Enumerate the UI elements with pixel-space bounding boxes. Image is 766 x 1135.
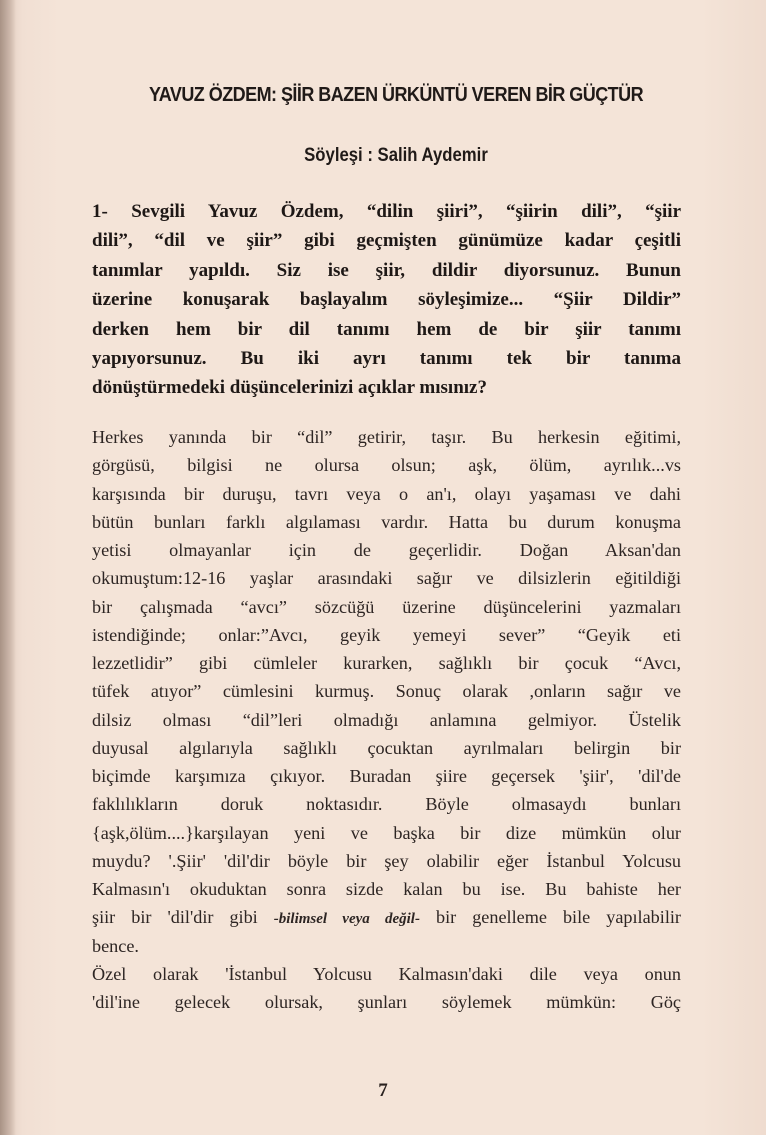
answer-text: bir genelleme bile yapılabilir <box>419 907 681 928</box>
page-spine-shadow <box>0 0 16 1135</box>
page-number: 7 <box>378 1080 388 1101</box>
answer-line: muydu? '.Şiir' 'dil'dir böyle bir şey olabilir eğer İstanbul Yolcusu <box>92 850 681 871</box>
question-line: derken hem bir dil tanımı hem de bir şiir tanımı <box>92 318 681 340</box>
answer-line: karşısında bir duruşu, tavrı veya o an'ı, olayı yaşaması ve dahi <box>92 483 681 504</box>
answer-text: şiir bir 'dil'dir gibi <box>92 907 274 928</box>
answer-line: bence. <box>92 935 139 956</box>
answer-line: görgüsü, bilgisi ne olursa olsun; aşk, ölüm, ayrılık...vs <box>92 455 681 476</box>
italic-aside: -bilimsel veya değil- <box>273 911 420 928</box>
answer-line: istendiğinde; onlar:”Avcı, geyik yemeyi sever” “Geyik eti <box>92 624 681 645</box>
article-title: YAVUZ ÖZDEM: ŞİİR BAZEN ÜRKÜNTÜ VEREN BİR GÜÇTÜR <box>148 84 644 106</box>
answer-line: lezzetlidir” gibi cümleler kurarken, sağlıklı bir çocuk “Avcı, <box>92 653 681 673</box>
answer-line: Kalmasın'ı okuduktan sonra sizde kalan bu ise. Bu bahiste her <box>92 879 681 899</box>
answer-line: 'dil'ine gelecek olursak, şunları söylemek mümkün: Göç <box>92 992 681 1012</box>
question-line: dili”, “dil ve şiir” gibi geçmişten günümüze kadar çeşitli <box>92 230 681 252</box>
question-paragraph <box>92 197 681 403</box>
question-line: dönüştürmedeki düşüncelerinizi açıklar mısınız? <box>92 377 487 399</box>
answer-line: bütün bunları farklı algılaması vardır. Hatta bu durum konuşma <box>92 511 681 532</box>
question-line: üzerine konuşarak başlayalım söyleşimize... “Şiir Dildir” <box>92 289 681 311</box>
answer-line: biçimde karşımıza çıkıyor. Buradan şiire geçersek 'şiir', 'dil'de <box>92 766 681 786</box>
answer-line-with-italic <box>92 903 681 931</box>
answer-line: Özel olarak 'İstanbul Yolcusu Kalmasın'daki dile veya onun <box>92 963 681 984</box>
answer-line: dilsiz olması “dil”leri olmadığı anlamına gelmiyor. Üstelik <box>92 709 681 730</box>
answer-line: Herkes yanında bir “dil” getirir, taşır. Bu herkesin eğitimi, <box>92 427 681 447</box>
answer-paragraph <box>92 423 681 1016</box>
question-line: yapıyorsunuz. Bu iki ayrı tanımı tek bir tanıma <box>92 347 681 369</box>
answer-line: yetisi olmayanlar için de geçerlidir. Doğan Aksan'dan <box>92 540 681 560</box>
answer-line: duyusal algılarıyla sağlıklı çocuktan ayrılmaları belirgin bir <box>92 737 681 758</box>
answer-line: tüfek atıyor” cümlesini kurmuş. Sonuç olarak ,onların sağır ve <box>92 681 681 702</box>
question-line: tanımlar yapıldı. Siz ise şiir, dildir diyorsunuz. Bunun <box>92 259 681 281</box>
answer-line: {aşk,ölüm....}karşılayan yeni ve başka bir dize mümkün olur <box>92 822 681 843</box>
question-line: 1- Sevgili Yavuz Özdem, “dilin şiiri”, “şiirin dili”, “şiir <box>92 201 681 222</box>
answer-line: bir çalışmada “avcı” sözcüğü üzerine düşüncelerini yazmaları <box>92 596 681 617</box>
answer-line: okumuştum:12-16 yaşlar arasındaki sağır ve dilsizlerin eğitildiği <box>92 568 681 589</box>
interview-credit: Söyleşi : Salih Aydemir <box>304 145 488 166</box>
answer-line: faklılıkların doruk noktasıdır. Böyle olmasaydı bunları <box>92 794 681 815</box>
